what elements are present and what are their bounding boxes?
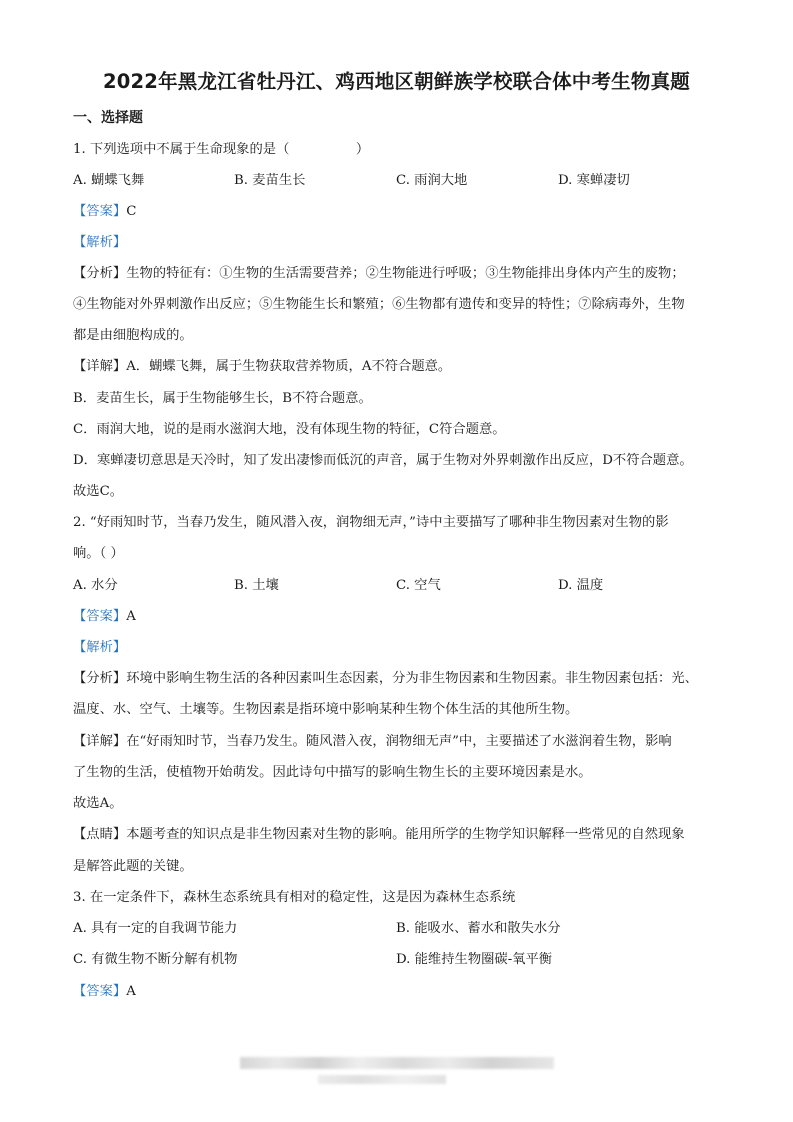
fenxi-text: 环境中影响生物生活的各种因素叫生态因素，分为非生物因素和生物因素。非生物因素包括：光、: [126, 671, 698, 686]
answer-value: A: [126, 609, 136, 624]
answer-tag: 【答案】: [73, 609, 127, 624]
q1-xiangjie-line-2: B．麦苗生长，属于生物能够生长，B不符合题意。: [73, 391, 372, 406]
q1-xiangjie-line-3: C．雨润大地，说的是雨水滋润大地，没有体现生物的特征，C符合题意。: [73, 422, 506, 437]
dianjing-text: 本题考查的知识点是非生物因素对生物的影响。能用所学的生物学知识解释一些常见的自然现象: [126, 827, 685, 842]
q2-option-a: A. 水分: [73, 578, 118, 593]
fenxi-tag: 【分析】: [73, 671, 127, 686]
q1-option-d: D. 寒蝉凄切: [558, 173, 630, 188]
question-2-stem-line-2: 响。（ ）: [73, 546, 124, 561]
answer-tag: 【答案】: [73, 984, 127, 999]
q1-fenxi-line-2: ④生物能对外界刺激作出反应；⑤生物能生长和繁殖；⑥生物都有遗传和变异的特性；⑦除病毒外，生物: [73, 297, 685, 312]
q1-option-c: C. 雨润大地: [396, 173, 468, 188]
q2-fenxi-line-2: 温度、水、空气、土壤等。生物因素是指环境中影响某种生物个体生活的其他所生物。: [73, 702, 579, 717]
section-heading: 一、选择题: [73, 110, 143, 126]
question-1-stem: 1. 下列选项中不属于生命现象的是（ ）: [73, 142, 370, 157]
dianjing-tag: 【点睛】: [73, 827, 127, 842]
page-title: 2022年黑龙江省牡丹江、鸡西地区朝鲜族学校联合体中考生物真题: [103, 70, 690, 93]
q2-xiangjie-line-3: 故选A。: [73, 796, 123, 811]
q1-option-b: B. 麦苗生长: [234, 173, 306, 188]
q3-option-a: A. 具有一定的自我调节能力: [73, 921, 238, 936]
xiangjie-tag: 【详解】: [73, 359, 127, 374]
q2-option-c: C. 空气: [396, 578, 441, 593]
fenxi-text: 生物的特征有：①生物的生活需要营养；②生物能进行呼吸；③生物能排出身体内产生的废物；: [126, 266, 685, 281]
q2-xiangjie-line-2: 了生物的生活，使植物开始萌发。因此诗句中描写的影响生物生长的主要环境因素是水。: [73, 765, 592, 780]
question-3-stem: 3. 在一定条件下，森林生态系统具有相对的稳定性，这是因为森林生态系统: [73, 890, 516, 905]
q3-option-b: B. 能吸水、蓄水和散失水分: [396, 921, 561, 936]
xiangjie-text: A．蝴蝶飞舞，属于生物获取营养物质，A不符合题意。: [126, 359, 452, 374]
q1-option-a: A. 蝴蝶飞舞: [73, 173, 145, 188]
q2-option-b: B. 土壤: [234, 578, 279, 593]
question-2-stem-line-1: 2. “好雨知时节，当春乃发生，随风潜入夜，润物细无声，”诗中主要描写了哪种非生物因素对生物的影: [73, 515, 669, 530]
q2-dianjing-line-1: [73, 825, 733, 845]
q1-answer: [73, 202, 733, 222]
answer-tag: 【答案】: [73, 204, 127, 219]
blurred-footer-watermark-secondary: [318, 1075, 446, 1084]
q2-answer: [73, 607, 733, 627]
fenxi-tag: 【分析】: [73, 266, 127, 281]
q3-answer: [73, 982, 733, 1002]
q2-jiexi-tag: 【解析】: [73, 640, 127, 655]
blurred-footer-watermark: [240, 1057, 554, 1069]
q2-fenxi-line-1: [73, 669, 733, 689]
q3-option-c: C. 有微生物不断分解有机物: [73, 952, 238, 967]
q2-dianjing-line-2: 是解答此题的关键。: [73, 859, 193, 874]
answer-value: A: [126, 984, 136, 999]
q1-xiangjie-line-1: [73, 357, 733, 377]
xiangjie-text: 在“好雨知时节，当春乃发生。随风潜入夜，润物细无声”中，主要描述了水滋润着生物，影响: [126, 734, 672, 749]
answer-value: C: [126, 204, 137, 219]
q1-xiangjie-line-5: 故选C。: [73, 484, 124, 499]
q1-fenxi-line-3: 都是由细胞构成的。: [73, 328, 193, 343]
q1-xiangjie-line-4: D．寒蝉凄切意思是天冷时，知了发出凄惨而低沉的声音，属于生物对外界刺激作出反应，D不符合题意。: [73, 453, 693, 468]
q1-fenxi-line-1: [73, 264, 733, 284]
q2-xiangjie-line-1: [73, 732, 733, 752]
q1-jiexi-tag: 【解析】: [73, 235, 127, 250]
xiangjie-tag: 【详解】: [73, 734, 127, 749]
q2-option-d: D. 温度: [558, 578, 604, 593]
q3-option-d: D. 能维持生物圈碳-氧平衡: [396, 952, 553, 967]
